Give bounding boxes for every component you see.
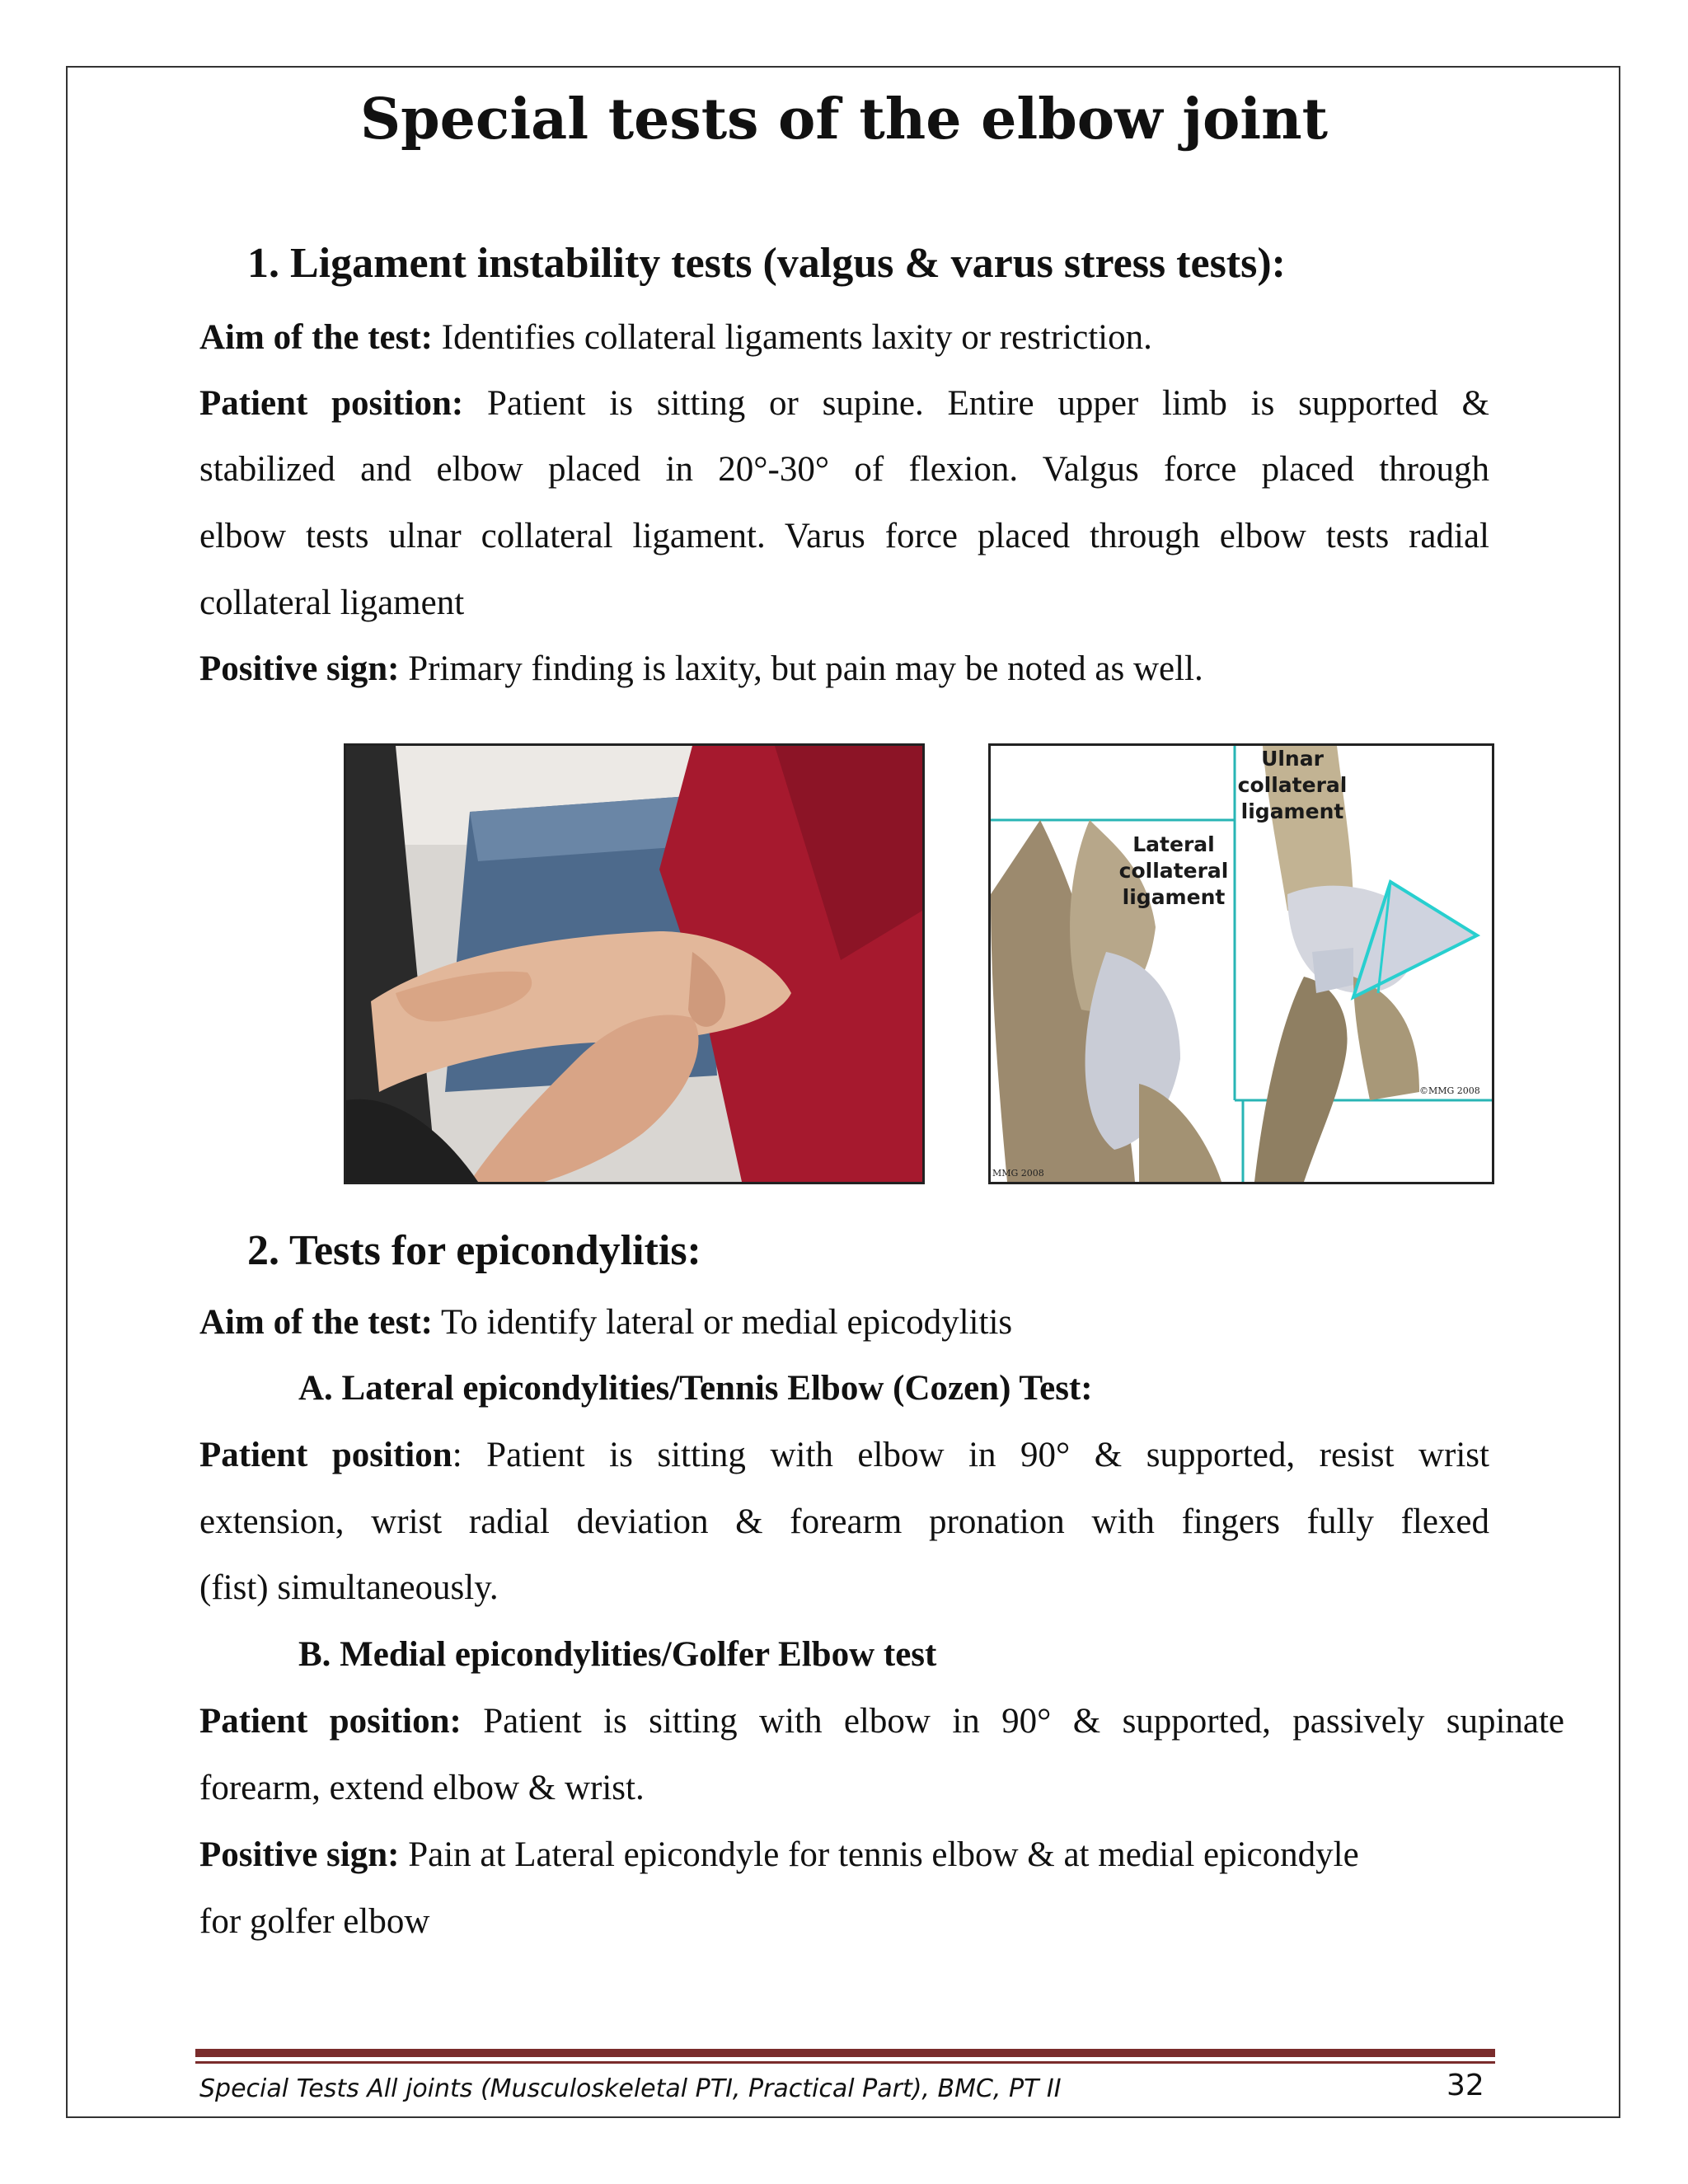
section1-position-line-2: stabilized and elbow placed in 20°-30° of flexion. Valgus force placed through (199, 450, 1489, 489)
section2-positive-sign-line-1 (199, 1835, 1359, 1876)
label-lateral-2: collateral (1118, 859, 1229, 883)
footer-text: Special Tests All joints (Musculoskeletal PTI, Practical Part), BMC, PT II (199, 2074, 1062, 2103)
label-ulnar-1: Ulnar (1261, 747, 1324, 771)
subB-position-line-2: forearm, extend elbow & wrist. (199, 1769, 645, 1807)
aim-text: Identifies collateral ligaments laxity or restriction. (441, 318, 1152, 357)
position-label: Patient position: (199, 384, 464, 423)
copyright-mark-2: MMG 2008 (992, 1168, 1044, 1179)
photo-elbow-stress-test (344, 743, 925, 1184)
subsection-a-heading: A. Lateral epicondylities/Tennis Elbow (Cozen) Test: (298, 1369, 1093, 1408)
anatomy-illustration (991, 746, 1492, 1182)
subA-position-line-2: extension, wrist radial deviation & forearm pronation with fingers fully flexed (199, 1502, 1489, 1541)
copyright-mark-1: ©MMG 2008 (1419, 1085, 1480, 1096)
footer-rule-thin (195, 2061, 1495, 2064)
section2-positive-sign-line-2: for golfer elbow (199, 1902, 430, 1941)
label-ulnar-2: collateral (1237, 773, 1348, 797)
position-label: Patient position: (199, 1702, 462, 1741)
subB-position-line-1 (199, 1701, 1564, 1742)
section1-position-line-4: collateral ligament (199, 583, 465, 622)
aim-label: Aim of the test: (199, 1303, 433, 1342)
section1-position-line-3: elbow tests ulnar collateral ligament. Varus force placed through elbow tests radial (199, 517, 1489, 555)
sign-label: Positive sign: (199, 649, 400, 688)
sign-text: Pain at Lateral epicondyle for tennis elbow & at medial epicondyle (408, 1835, 1359, 1874)
page-number: 32 (1447, 2069, 1484, 2102)
label-lateral-1: Lateral (1132, 832, 1215, 856)
section1-position-line-1 (199, 383, 1489, 424)
position-text: : Patient is sitting with elbow in 90° & supported, resist wrist (452, 1436, 1489, 1474)
page-title: Special tests of the elbow joint (360, 87, 1328, 152)
label-ulnar-3: ligament (1240, 799, 1344, 823)
subA-position-line-1 (199, 1435, 1489, 1476)
photo-illustration (346, 746, 922, 1182)
aim-label: Aim of the test: (199, 318, 433, 357)
section1-aim (199, 317, 1152, 359)
subA-position-line-3: (fist) simultaneously. (199, 1568, 499, 1607)
section1-heading: 1. Ligament instability tests (valgus & varus stress tests): (247, 240, 1286, 287)
label-lateral-3: ligament (1122, 885, 1226, 909)
position-text: Patient is sitting with elbow in 90° & supported, passively supinate (483, 1702, 1565, 1741)
position-label: Patient position (199, 1436, 452, 1474)
aim-text: To identify lateral or medial epicodylitis (440, 1303, 1013, 1342)
sign-label: Positive sign: (199, 1835, 400, 1874)
section2-aim (199, 1302, 1012, 1343)
section2-heading: 2. Tests for epicondylitis: (247, 1227, 701, 1274)
subsection-b-heading: B. Medial epicondylities/Golfer Elbow test (298, 1635, 937, 1674)
diagram-collateral-ligaments (988, 743, 1494, 1184)
footer-rule-thick (195, 2049, 1495, 2057)
section1-positive-sign (199, 649, 1203, 690)
sign-text: Primary finding is laxity, but pain may be noted as well. (408, 649, 1203, 688)
position-text: Patient is sitting or supine. Entire upper limb is supported & (487, 384, 1489, 423)
